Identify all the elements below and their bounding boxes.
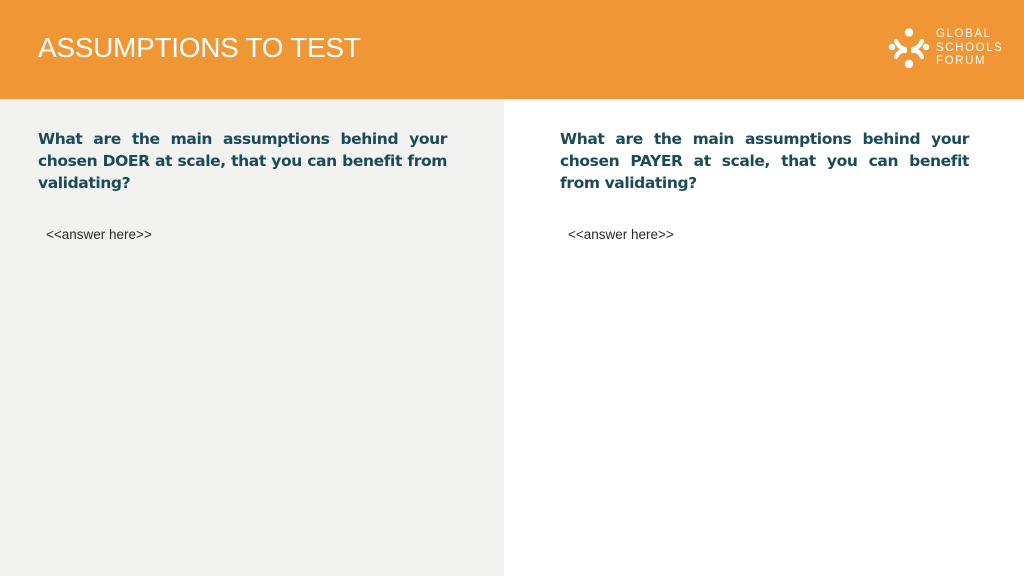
- logo-wordmark: [936, 28, 1003, 69]
- doer-answer-field[interactable]: <<answer here>>: [46, 227, 152, 242]
- global-schools-forum-logo-icon: [887, 26, 931, 70]
- payer-question: What are the main assumptions behind your chosen PAYER at scale, that you can benefit from validating?: [560, 130, 969, 192]
- doer-question: What are the main assumptions behind your chosen DOER at scale, that you can benefit from validating?: [38, 130, 447, 192]
- payer-answer-field[interactable]: <<answer here>>: [568, 227, 674, 242]
- header-bar: [0, 0, 1024, 99]
- page-title: ASSUMPTIONS TO TEST: [38, 32, 361, 63]
- logo-line: GLOBAL: [936, 28, 992, 40]
- doer-panel: [0, 99, 504, 576]
- logo-line: SCHOOLS: [936, 41, 1004, 54]
- global-schools-forum-logo: [887, 26, 1007, 72]
- payer-panel: [504, 99, 1024, 576]
- logo-line: FORUM: [936, 55, 987, 67]
